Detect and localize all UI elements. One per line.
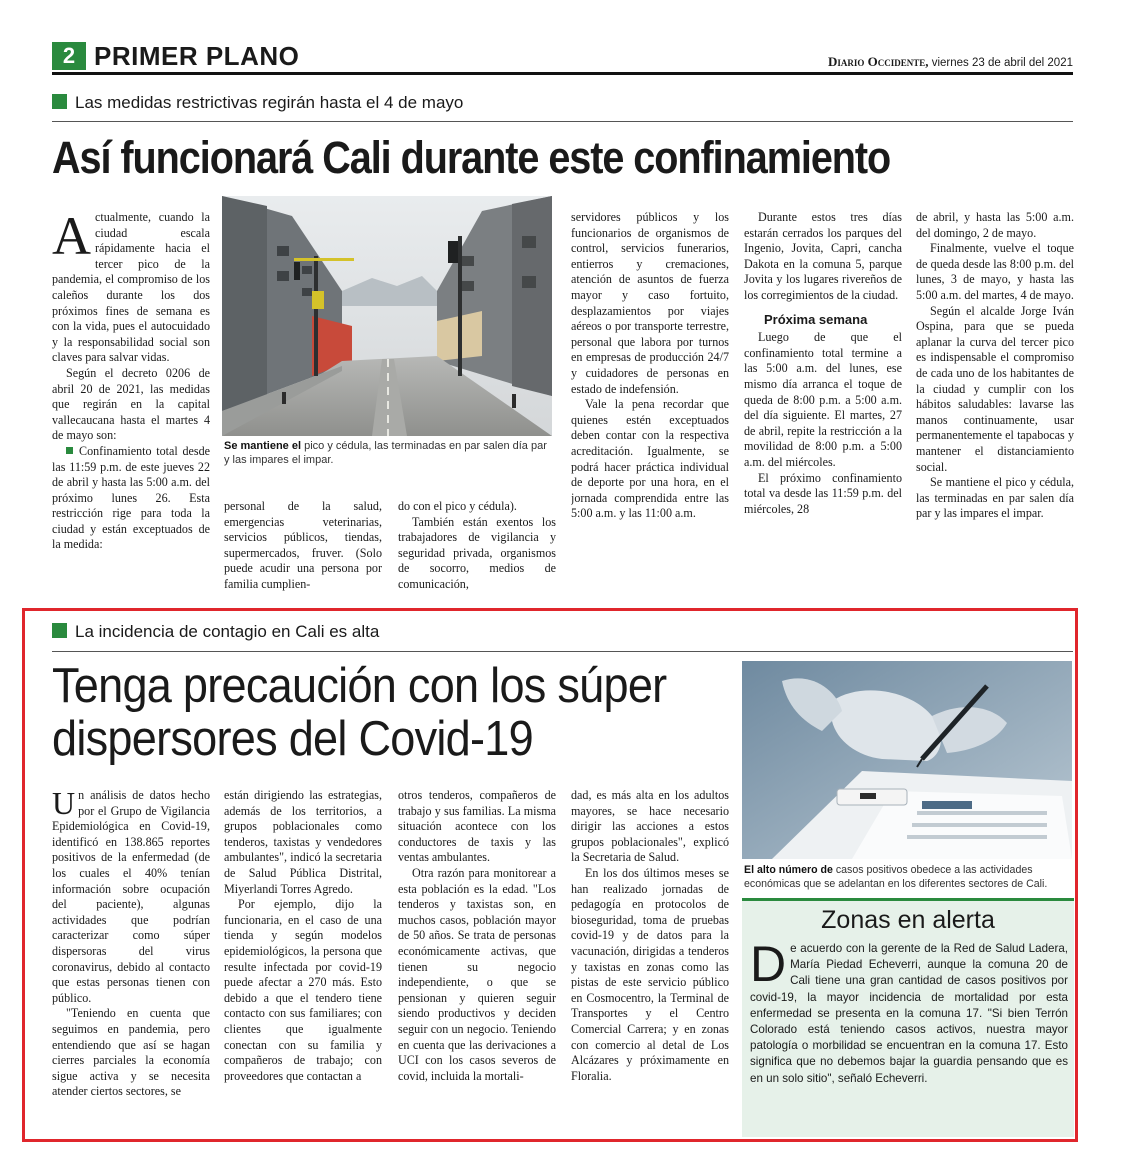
paragraph: Confinamiento total desde las 11:59 p.m. de este jueves 22 de abril y hasta las 5:00 a.m. del próximo lunes 26. Esta restricción rige para toda la ciudad y están exceptuados de la medida: <box>52 443 210 552</box>
article2-col3-p1: otros tenderos, compañeros de trabajo y sus familias. La misma situación acontece con los conductores de taxis y las ventas ambulantes. <box>398 788 556 865</box>
dropcap: D <box>750 936 787 992</box>
test-form-photo <box>742 661 1072 859</box>
kicker-square-icon <box>52 623 67 638</box>
article1-col5-p2: Luego de que el confinamiento total termine a las 5:00 a.m. del lunes, ese mismo día arranca el toque de queda de 8:00 p.m. a 5:00 a.m. del día siguiente. El martes, 27 de abril, repite la restricción a la movilidad de 8:00 p.m. a 5:00 a.m. del miércoles. <box>744 330 902 469</box>
sidebar-body <box>750 936 1068 1087</box>
article1-col3-p2: También están exentos los trabajadores de vigilancia y seguridad privada, organismos de socorro, medios de comunicación, <box>398 514 556 591</box>
zonas-alerta-sidebar <box>742 898 1074 1137</box>
article1-column-5 <box>744 210 902 600</box>
article1-col5-p3: El próximo confinamiento total va desde las 11:59 p.m. del miércoles, 28 <box>744 470 902 516</box>
article1-column-6 <box>916 210 1074 600</box>
article1-column-4 <box>571 210 729 600</box>
article1-col6-p2: Finalmente, vuelve el toque de queda desde las 8:00 p.m. del lunes, 3 de mayo, y hasta las 5:00 a.m. del martes, 4 de mayo. <box>916 241 1074 302</box>
page-number: 2 <box>52 42 86 70</box>
paper-dateline <box>828 54 1073 70</box>
paragraph: ctualmente, cuando la ciudad escala rápidamente hacia el tercer pico de la pandemia, el compromiso de los caleños durante los dos próximos fines de semana es con la vida, pues el autocuidado y la responsabilidad social son claves para salvar vidas. <box>52 210 210 365</box>
article2-column-2 <box>224 788 382 1133</box>
article1-col1-p1 <box>52 210 210 366</box>
article2-col4-p1: dad, es más alta en los adultos mayores, se hace necesario dirigir las acciones a estos grupos poblacionales", explicó la Secretaria de Salud. <box>571 788 729 865</box>
article1-col6-p3: Según el alcalde Jorge Iván Ospina, para que se pueda aplanar la curva del tercer pico es indispensable el compromiso de cada uno de los habitantes de la ciudad y cumplir con los hábitos saludables: lavarse las manos continuamente, usar permanentemente el tapabocas y mantener el distanciamiento social. <box>916 303 1074 474</box>
article2-kicker-text: La incidencia de contagio en Cali es alta <box>75 622 380 641</box>
photo2-caption <box>744 864 1074 891</box>
paragraph: n análisis de datos hecho por el Grupo de Vigilancia Epidemiológica en Covid-19, identificó en 138.865 reportes positivos de la enfermedad (de los cuales el 40% tenían información sobre ocupación del paciente), algunas actividades que podrían caracterizar como súper dispersoras del virus coronavirus, debido al contacto que estas personas tienen con público. <box>52 788 210 1005</box>
photo1-caption <box>224 440 552 467</box>
kicker-square-icon <box>52 94 67 109</box>
article2-col2-p2: Por ejemplo, dijo la funcionaria, en el caso de una tienda y según modelos epidemiológicos, la persona que resulte infectada por covid-19 puede afectar a 270 más. Esto debido a que el tendero tiene contacto con sus familiares; con clientes que igualmente conectan con su familia y compañeros de trabajo; con proveedores que contactan a <box>224 897 382 1083</box>
issue-date: viernes 23 de abril del 2021 <box>931 57 1073 69</box>
photo2-caption-text: casos positivos obedece a las actividades económicas que se adelantan en los diferentes sectores de Cali. <box>744 864 1048 890</box>
photo1-caption-text: pico y cédula, las terminadas en par salen día par y las impares el impar. <box>224 440 547 466</box>
article2-col1-p1 <box>52 788 210 1006</box>
article1-col6-p1: de abril, y hasta las 5:00 a.m. del domingo, 2 de mayo. <box>916 210 1074 240</box>
subheading: Próxima semana <box>764 311 868 327</box>
article2-col1-p2: "Teniendo en cuenta que seguimos en pandemia, pero entendiendo que así se hagan cierres parciales la economía sigue activa y se necesita atender ciertos sectores, se <box>52 1006 210 1099</box>
article1-col6-p4: Se mantiene el pico y cédula, las terminadas en par salen día par y las impares el impar. <box>916 475 1074 521</box>
article2-column-1 <box>52 788 210 1133</box>
article1-column-3 <box>398 499 556 599</box>
article1-col3-p1: do con el pico y cédula). <box>398 499 517 513</box>
article2-col3-p2: Otra razón para monitorear a esta población es la edad. "Los tenderos y taxistas son, en muchos casos, población mayor de 50 años. Se trata de personas económicamente activas, que tienen su negocio independiente, o que se pensionan y quieren seguir siendo productivos y deciden seguir con un negocio. Teniendo en cuenta que las derivaciones a UCI con los casos severos de covid, incluida la mortali- <box>398 865 556 1083</box>
article2-column-3 <box>398 788 556 1133</box>
dropcap: A <box>52 210 91 266</box>
article2-col2-p1: están dirigiendo las estrategias, además de los territorios, a grupos poblacionales como tenderos, taxistas y vendedores ambulantes", indicó la secretaria de Salud Pública Distrital, Miyerlandi Torres Agredo. <box>224 788 382 896</box>
article1-col4-p2: Vale la pena recordar que quienes estén exceptuados deben contar con la respectiva acreditación. Igualmente, se podrá hacer práctica individual de deporte por una hora, en el jornada comprendida entre las 5:00 a.m. y las 11:00 a.m. <box>571 397 729 521</box>
article1-kicker <box>52 92 463 114</box>
article2-column-4 <box>571 788 729 1133</box>
photo2-caption-lead: El alto número de <box>744 864 833 876</box>
article1-kicker-text: Las medidas restrictivas regirán hasta el 4 de mayo <box>75 93 464 112</box>
article1-col5-p1: Durante estos tres días estarán cerrados los parques del Ingenio, Jovita, Capri, cancha Dakota en la comuna 5, parque Jovita y los lugares rivereños de los corregimientos de la ciudad. <box>744 210 902 302</box>
article1-column-2 <box>224 499 382 599</box>
article1-col1-p3 <box>52 444 210 553</box>
article2-headline: Tenga precaución con los súper dispersores del Covid-19 <box>52 659 667 766</box>
article1-col1-p2: Según el decreto 0206 de abril 20 de 2021, las medidas que regirán en la capital vallecaucana hasta el martes 4 de mayo son: <box>52 365 210 443</box>
article1-col2-p1: personal de la salud, emergencias veterinarias, servicios públicos, tiendas, supermercados, fruver. (Solo puede acudir una persona por familia cumplien- <box>224 499 382 591</box>
kicker-rule <box>52 121 1073 122</box>
photo1-caption-lead: Se mantiene el <box>224 440 302 452</box>
paper-name: Diario Occidente, <box>827 54 929 69</box>
article2-col4-p2: En los dos últimos meses se han realizado jornadas de pedagogía en protocolos de bioseguridad, toma de pruebas covid-19 y de datos para la vacunación, dirigidas a tenderos y taxistas en zonas como las pistas de este servicio público en Cosmocentro, la Terminal de Transportes y el Centro Comercial Carrera; y en zonas con comercio al detal de Los Alcázares y próximamente en Floralia. <box>571 865 729 1083</box>
dropcap: U <box>52 788 76 821</box>
article1-column-1 <box>52 210 210 600</box>
kicker-rule <box>52 651 1073 652</box>
header-rule <box>52 72 1073 75</box>
sidebar-text: e acuerdo con la gerente de la Red de Salud Ladera, María Piedad Echeverri, aunque la comuna 20 de Cali tiene una gran cantidad de casos positivos por covid-19, la mayor incidencia de mortalidad por esta enfermedad se presenta en la comuna 17. "Si bien Terrón Colorado está teniendo casos activos, nuestra mayor patología o morbilidad se encuentran en la comuna 17. Esto significa que no debemos bajar la guardia pensando que es en un solo sitio", señaló Echeverri. <box>750 942 1068 1085</box>
article1-col4-p1: servidores públicos y los funcionarios de organismos de control, servicios funerarios, entierros y cremaciones, atención de asuntos de fuerza mayor y caso fortuito, desplazamientos por viajes aéreos o por transporte terrestre, personal que labora por turnos en empresas de producción 24/7 y cuidadores de personas en estado de indefensión. <box>571 210 729 396</box>
article2-kicker <box>52 621 379 643</box>
street-photo <box>222 196 552 436</box>
section-title: PRIMER PLANO <box>94 41 300 71</box>
article1-headline: Así funcionará Cali durante este confinamiento <box>52 132 891 183</box>
sidebar-title: Zonas en alerta <box>821 906 995 934</box>
